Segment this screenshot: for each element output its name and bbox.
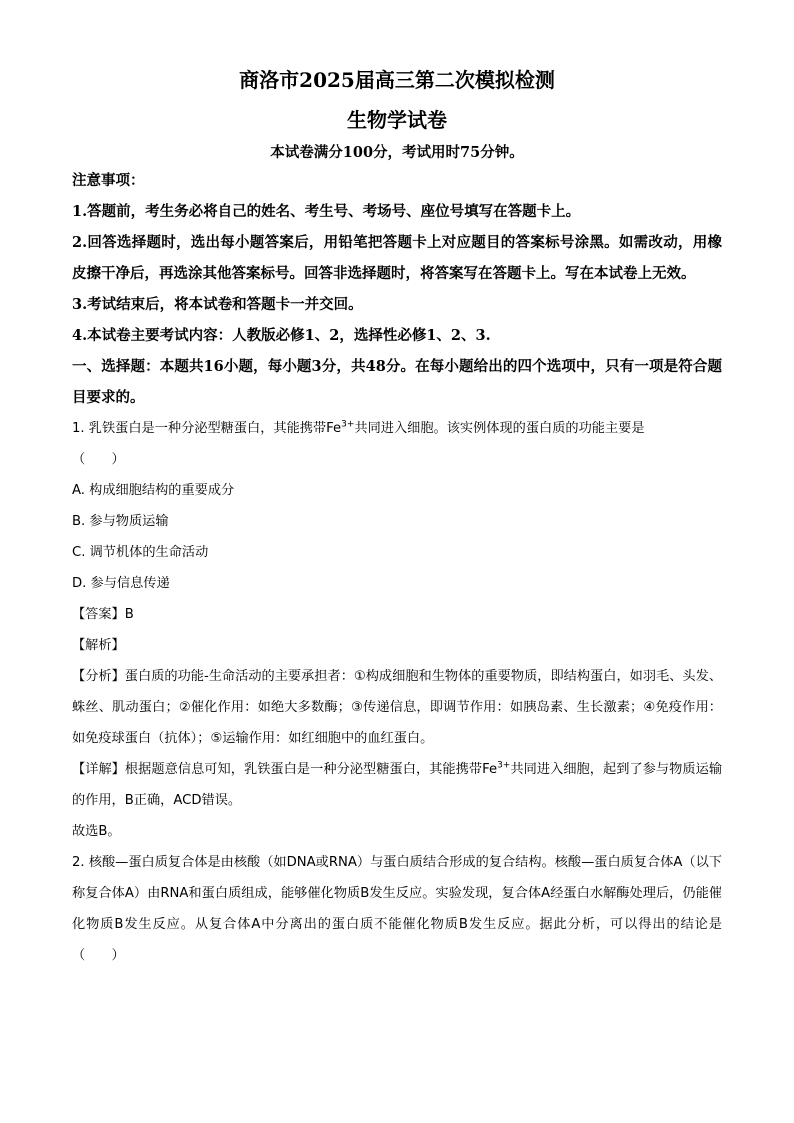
question-1-stem-text-end: 共同进入细胞。该实例体现的蛋白质的功能主要是 [354,421,645,436]
answer-tag: 【答案】 [72,607,125,622]
fe-superscript: 3+ [341,419,355,430]
notice-item-3: 3.考试结束后，将本试卷和答题卡一并交回。 [72,296,363,313]
option-b: B. 参与物质运输 [72,514,169,529]
detail-text: 根据题意信息可知，乳铁蛋白是一种分泌型糖蛋白，其能携带Fe [124,762,498,777]
detail-tag: 【详解】 [72,762,125,777]
option-d: D. 参与信息传递 [72,576,170,591]
notice-item-4: 4.本试卷主要考试内容：人教版必修1、2，选择性必修1、2、3. [72,327,491,344]
answer-value: B [124,607,134,622]
question-2-stem: 2. 核酸—蛋白质复合体是由核酸（如DNA或RNA）与蛋白质结合形成的复合结构。核酸—蛋白质复合体A（以下称复合体A）由RNA和蛋白质组成，能够催化物质B发生反应。实验发现，复合体A经蛋白水解酶处理后，仍能催化物质B发生反应。从复合体A中分离出的蛋白质不能催化物质B发生反应。据此分析，可以得出的结论是（ ） [72,855,722,963]
exam-page [72,66,722,971]
conclusion: 故选B。 [72,824,121,839]
question-1 [72,413,722,847]
exam-info: 本试卷满分100分，考试用时75分钟。 [270,144,524,161]
exam-title: 商洛市2025届高三第二次模拟检测 [239,68,555,92]
fenxi-paragraph [72,661,722,754]
analysis-tag: 【解析】 [72,638,125,653]
fenxi-tag: 【分析】 [72,669,125,684]
detail-paragraph [72,754,722,816]
fenxi-text: 蛋白质的功能-生命活动的主要承担者：①构成细胞和生物体的重要物质，即结构蛋白，如羽毛、头发、蛛丝、肌动蛋白；②催化作用：如绝大多数酶；③传递信息，即调节作用：如胰岛素、生长激素；④免疫作用：如免疫球蛋白（抗体）；⑤运输作用：如红细胞中的血红蛋白。 [72,669,723,746]
fe-superscript-detail: 3+ [497,760,511,771]
option-a: A. 构成细胞结构的重要成分 [72,483,235,498]
detail-text-end: 共同进入细胞，起到了参与物质运输的作用，B正确，ACD错误。 [72,762,723,808]
answer-line [72,599,722,630]
option-c: C. 调节机体的生命活动 [72,545,209,560]
notice-item-1: 1.答题前，考生务必将自己的姓名、考生号、考场号、座位号填写在答题卡上。 [72,203,581,220]
question-2 [72,847,722,971]
subject-title: 生物学试卷 [347,108,447,132]
question-1-stem-text: 1. 乳铁蛋白是一种分泌型糖蛋白，其能携带Fe [72,421,342,436]
notice-item-2: 2.回答选择题时，选出每小题答案后，用铅笔把答题卡上对应题目的答案标号涂黑。如需改动，用橡皮擦干净后，再选涂其他答案标号。回答非选择题时，将答案写在答题卡上。写在本试卷上无效。 [72,234,722,282]
notice-section [72,165,722,413]
question-1-stem [72,413,722,444]
section-heading: 一、选择题：本题共16小题，每小题3分，共48分。在每小题给出的四个选项中，只有一项是符合题目要求的。 [72,358,722,406]
question-1-blank: （ ） [72,452,125,467]
notice-heading: 注意事项： [72,172,145,189]
